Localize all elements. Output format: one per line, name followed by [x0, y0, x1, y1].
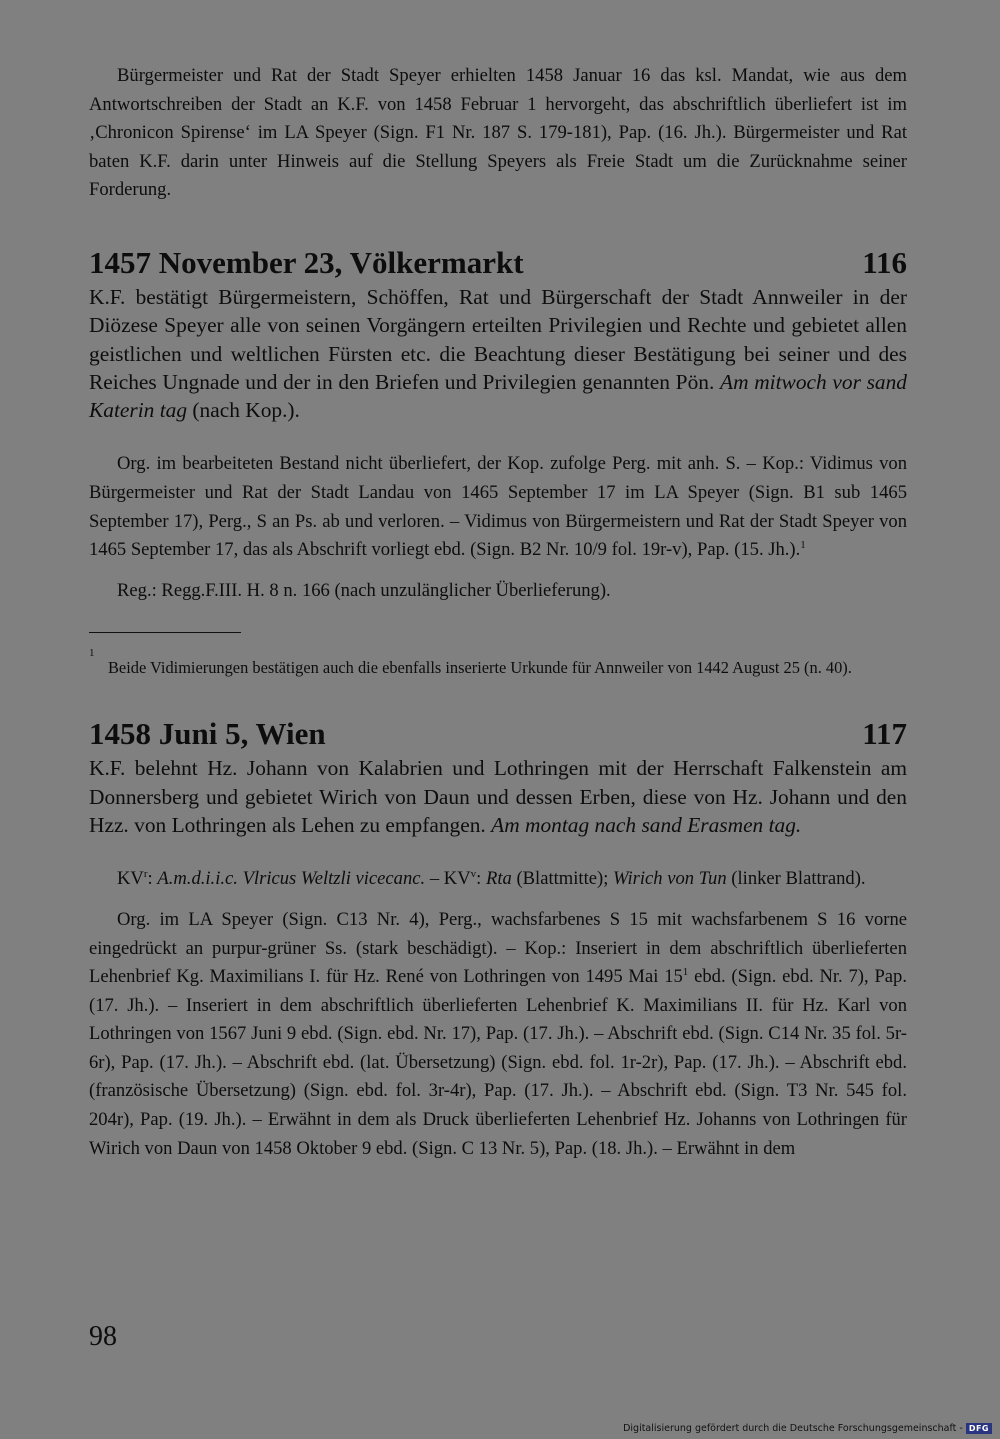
dfg-logo-icon: DFG	[966, 1423, 992, 1434]
entry-116-summary: K.F. bestätigt Bürgermeistern, Schöffen, Rat und Bürgerschaft der Stadt Annweiler in der Diözese Speyer alle von seinen Vorgängern erteilten Privilegien und Rechte und gebietet allen geistlichen und weltlichen Fürsten etc. die Beachtung dieser Bestätigung bei seiner und des Reiches Ungnade und der in den Briefen und Privilegien genannten Pön. Am mitwoch vor sand Katerin tag (nach Kop.).	[89, 284, 907, 423]
page-content	[89, 62, 907, 1163]
intro-paragraph: Bürgermeister und Rat der Stadt Speyer erhielten 1458 Januar 16 das ksl. Mandat, wie aus dem Antwortschreiben der Stadt an K.F. von 1458 Februar 1 hervorgeht, das abschriftlich überliefert ist im ‚Chronicon Spirense‘ im LA Speyer (Sign. F1 Nr. 187 S. 179-181), Pap. (16. Jh.). Bürgermeister und Rat baten K.F. darin unter Hinweis auf die Stellung Speyers als Freie Stadt um die Zurücknahme seiner Forderung.	[89, 65, 907, 201]
entry-117-original: Org. im LA Speyer (Sign. C13 Nr. 4), Perg., wachsfarbenes S 15 mit wachsfarbenem S 16 vorne eingedrückt an purpur-grüner Ss. (stark beschädigt). – Kop.: Inseriert in dem abschriftlich überlieferten Lehenbrief Kg. Maximilians I. für Hz. René von Lothringen von 1495 Mai $15^1$ ebd. (Sign. ebd. Nr. 7), Pap. (17. Jh.). – Inseriert in dem abschriftlich überlieferten Lehenbrief K. Maximilians II. für Hz. Karl von Lothringen von 1567 Juni 9 ebd. (Sign. ebd. Nr. 17), Pap. (17. Jh.). – Abschrift ebd. (Sign. C14 Nr. 35 fol. 5r-6r), Pap. (17. Jh.). – Abschrift ebd. (lat. Übersetzung) (Sign. ebd. fol. 1r-2r), Pap. (17. Jh.). – Abschrift ebd. (französische Übersetzung) (Sign. ebd. fol. 3r-4r), Pap. (17. Jh.). – Abschrift ebd. (Sign. T3 Nr. 545 fol. 204r), Pap. (19. Jh.). – Erwähnt in dem als Druck überlieferten Lehenbrief Hz. Johanns von Lothringen für Wirich von Daun von 1458 Oktober 9 ebd. (Sign. C 13 Nr. 5), Pap. (18. Jh.). – Erwähnt in dem	[89, 908, 907, 1159]
footnote-ref: 1	[682, 965, 689, 978]
footnote: 1 Beide Vidimierungen bestätigen auch die ebenfalls inserierte Urkunde für Annweiler von 1442 August 25 (n. 40).	[89, 647, 852, 678]
entry-116-regest: Reg.: Regg.F.III. H. 8 n. 166 (nach unzulänglicher Überlieferung).	[117, 579, 611, 601]
entry-116-date: 1457 November 23, Völkermarkt	[89, 244, 524, 280]
page-number: 98	[89, 1321, 117, 1352]
entry-117-summary: K.F. belehnt Hz. Johann von Kalabrien und Lothringen mit der Herrschaft Falkenstein am Donnersberg und gebietet Wirich von Daun und dessen Erben, diese von Hz. Johann und den Hzz. von Lothringen als Lehen zu empfangen. Am montag nach sand Erasmen tag.	[89, 756, 907, 838]
footnote-ref: 1	[800, 539, 806, 552]
entry-116-dating: Am mitwoch vor sand Katerin tag	[89, 369, 907, 423]
credit-text: Digitalisierung gefördert durch die Deutsche Forschungsgemeinschaft -	[623, 1423, 963, 1434]
entry-117-number: 117	[862, 716, 907, 752]
digitization-credit	[623, 1423, 992, 1434]
entry-117-date: 1458 Juni 5, Wien	[89, 716, 326, 752]
entry-116-heading	[89, 245, 907, 281]
footnote-separator	[89, 632, 241, 633]
entry-117-heading	[89, 716, 907, 752]
entry-117-dating: Am montag nach sand Erasmen tag.	[491, 813, 802, 838]
entry-116-number: 116	[862, 244, 907, 280]
footnote-text: Beide Vidimierungen bestätigen auch die ebenfalls inserierte Urkunde für Annweiler von 1442 August 25 (n. 40).	[108, 658, 852, 678]
entry-117-kanzleivermerk: $KV^r$: A.m.d.i.i.c. Vlricus Weltzli vicecanc. – $KV^v$: Rta (Blattmitte); Wirich von Tun (linker Blattrand).	[117, 868, 866, 890]
entry-116-original: Org. im bearbeiteten Bestand nicht überliefert, der Kop. zufolge Perg. mit anh. S. – Kop.: Vidimus von Bürgermeister und Rat der Stadt Landau von 1465 September 17 im LA Speyer (Sign. B1 sub 1465 September 17), Perg., S an Ps. ab und verloren. – Vidimus von Bürgermeistern und Rat der Stadt Speyer von 1465 September 17, das als Abschrift vorliegt ebd. (Sign. B2 Nr. 10/9 fol. 19r-v), Pap. (15. Jh.).$^1$	[89, 453, 907, 561]
